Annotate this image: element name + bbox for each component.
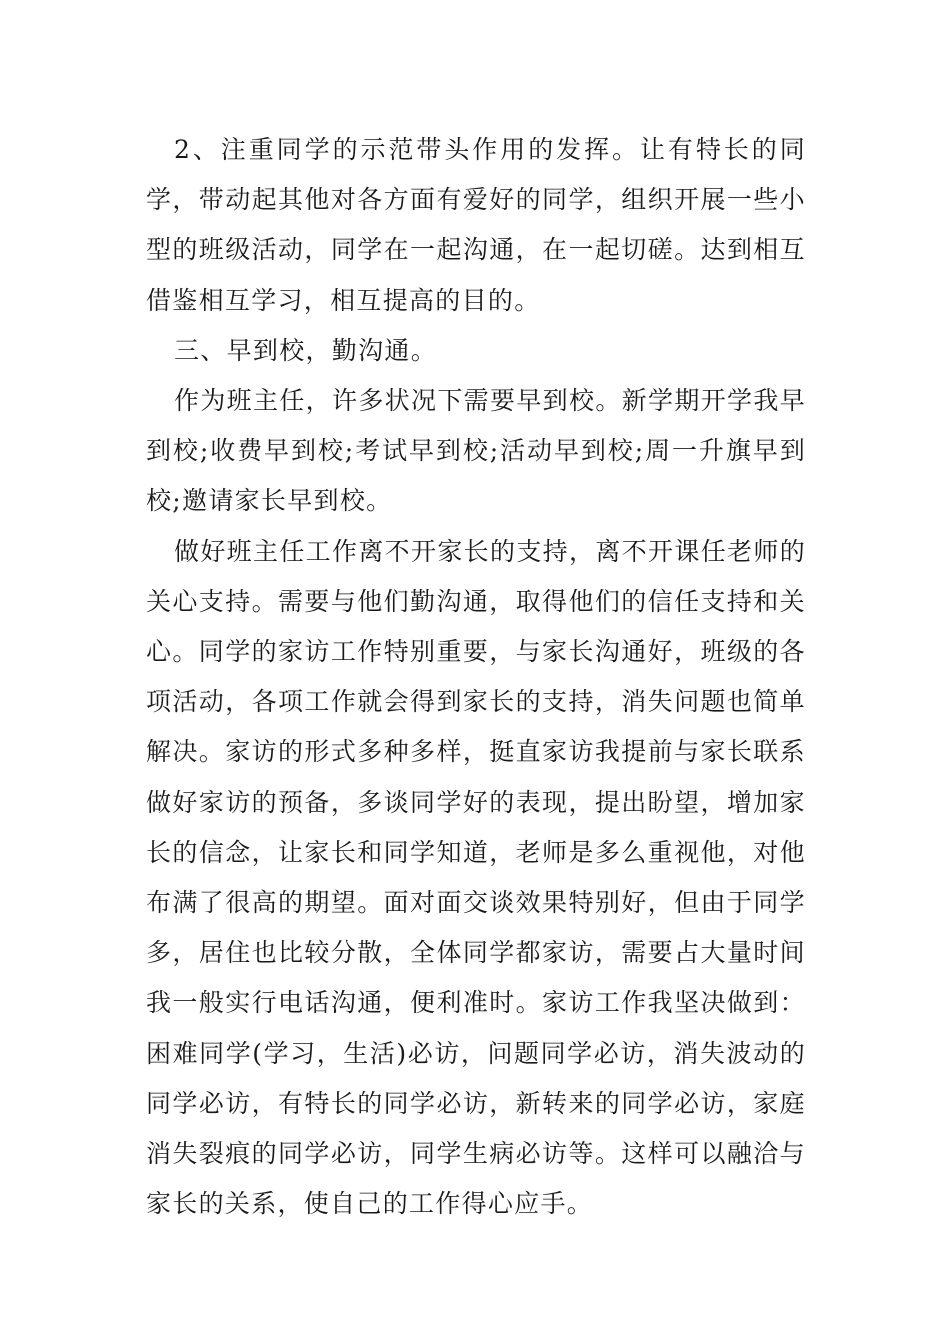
paragraph-home-visits: 做好班主任工作离不开家长的支持，离不开课任老师的关心支持。需要与他们勤沟通，取得他们的信任支持和关心。同学的家访工作特别重要，与家长沟通好，班级的各项活动，各项工作就会得到家长的支持，消失问题也简单解决。家访的形式多种多样，挺直家访我提前与家长联系做好家访的预备，多谈同学好的表现，提出盼望，增加家长的信念，让家长和同学知道，老师是多么重视他，对他布满了很高的期望。面对面交谈效果特别好，但由于同学多，居住也比较分散，全体同学都家访，需要占大量时间我一般实行电话沟通，便利准时。家访工作我坚决做到：困难同学(学习，生活)必访，问题同学必访，消失波动的同学必访，有特长的同学必访，新转来的同学必访，家庭消失裂痕的同学必访，同学生病必访等。这样可以融洽与家长的关系，使自己的工作得心应手。: [146, 536, 806, 1219]
document-body: [146, 125, 806, 1229]
paragraph-arrive-early: 作为班主任，许多状况下需要早到校。新学期开学我早到校;收费早到校;考试早到校;活动早到校;周一升旗早到校;邀请家长早到校。: [146, 386, 806, 516]
paragraph-section-heading-three: 三、早到校，勤沟通。: [174, 335, 438, 365]
paragraph-peer-role-model: 2、注重同学的示范带头作用的发挥。让有特长的同学，带动起其他对各方面有爱好的同学，组织开展一些小型的班级活动，同学在一起沟通，在一起切磋。达到相互借鉴相互学习，相互提高的目的。: [146, 135, 806, 315]
